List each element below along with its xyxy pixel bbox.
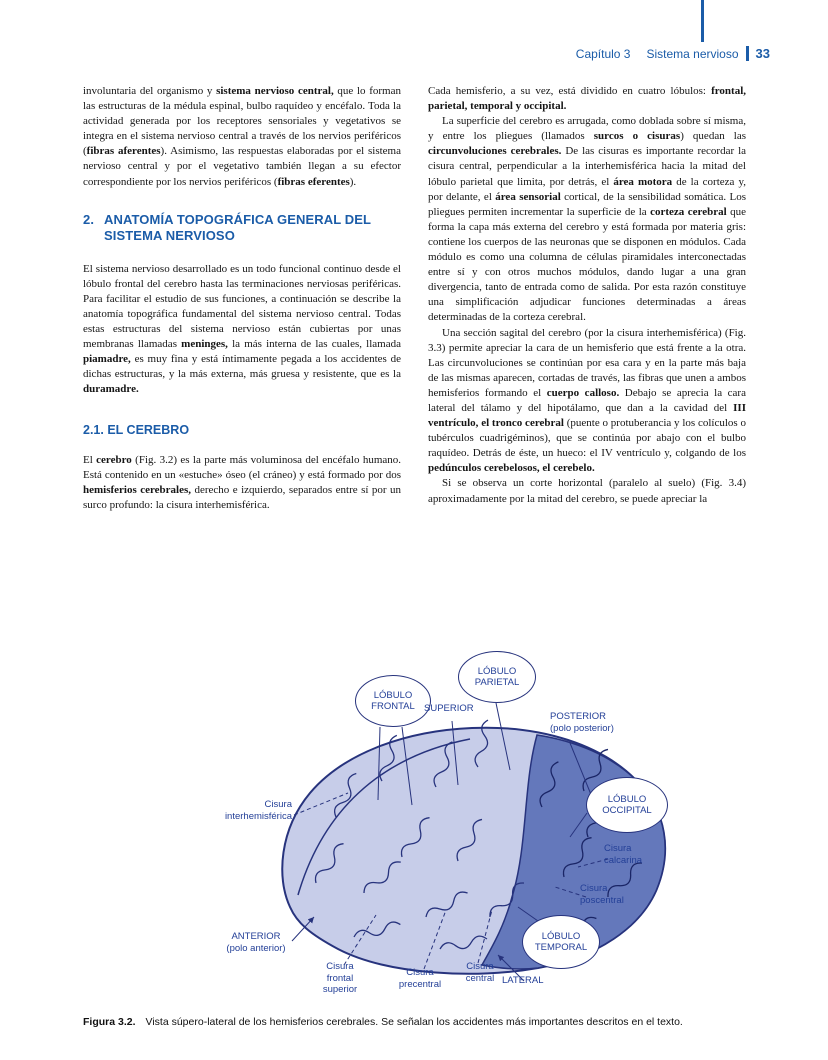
subsection-heading: 2.1. EL CEREBRO (83, 422, 190, 437)
figure-label-lobulo-parietal: LÓBULO PARIETAL (458, 651, 536, 703)
figure-caption (83, 1016, 783, 1028)
page-number: 33 (755, 46, 770, 61)
page-header (576, 46, 770, 61)
figure-label-anterior: ANTERIOR (polo anterior) (226, 931, 286, 954)
paragraph: Si se observa un corte horizontal (paralelo al suelo) (Fig. 3.4) aproximadamente por la mitad del cerebro, se puede apreciar la (428, 477, 746, 505)
figure-label-cisura-poscentral: Cisura poscentral (580, 883, 624, 906)
figure-label-cisura-central: Cisura central (465, 961, 495, 984)
right-column (428, 84, 746, 507)
section-title: Sistema nervioso (646, 46, 739, 61)
section-heading-text: ANATOMÍA TOPOGRÁFICA GENERAL DEL SISTEMA NERVIOSO (104, 211, 371, 244)
figure-label-lateral: LATERAL (502, 975, 544, 986)
paragraph: El sistema nervioso desarrollado es un todo funcional continuo desde el lóbulo frontal del cerebro hasta las terminaciones nerviosas periféricas. Para facilitar el estudio de sus funciones, a continuación se describe la anatomía topográfica fundamental del sistema nervioso central. Todas estas estructuras del sistema nervioso están cubiertas por unas membranas llamadas meninges, la más interna de las cuales, llamada piamadre, es muy fina y está íntimamente pegada a los accidentes de dichas estructuras, y la más externa, más gruesa y resistente, que es la duramadre. (83, 262, 401, 396)
figure-3-2 (140, 645, 715, 1015)
figure-caption-label: Figura 3.2. (83, 1016, 136, 1028)
figure-label-cisura-calcarina: Cisura calcarina (604, 843, 643, 866)
section-number: 2. (83, 211, 95, 227)
paragraph: El cerebro (Fig. 3.2) es la parte más voluminosa del encéfalo humano. Está contenido en un «estuche» óseo (el cráneo) y está formado por dos hemisferios cerebrales, derecho e izquierdo, separados entre sí por un surco profundo: la cisura interhemisférica. (83, 453, 402, 511)
figure-label-posterior: POSTERIOR (polo posterior) (550, 711, 614, 734)
header-divider (746, 46, 749, 61)
paragraph: Una sección sagital del cerebro (por la cisura interhemisférica) (Fig. 3.3) permite apreciar la cara de un hemisferio que está frente a la otra. Las circunvoluciones se continúan por esa cara y en la parte más baja de las mismas aparecen, cortadas de través, las fibras que unen a ambos hemisferios formando el cuerpo calloso. Debajo se aprecia la cara lateral del tálamo y del hipotálamo, que dan a la cavidad del III ventrículo, el tronco cerebral (puente o protuberancia y los colículos o tubérculos cuadrigéminos), que se continúa por abajo con el bulbo raquídeo. Detrás de éste, un hueco: el IV ventrículo y, colgando de los pedúnculos cerebelosos, el cerebelo. (428, 326, 746, 475)
figure-label-cisura-frontal-superior: Cisura frontal superior (322, 961, 358, 995)
left-column (83, 84, 401, 513)
figure-label-lobulo-temporal: LÓBULO TEMPORAL (522, 915, 600, 969)
top-accent-bar (701, 0, 704, 42)
figure-label-cisura-precentral: Cisura precentral (398, 967, 442, 990)
section-heading (83, 212, 401, 245)
figure-caption-text: Vista súpero-lateral de los hemisferios cerebrales. Se señalan los accidentes más importantes descritos en el texto. (145, 1016, 683, 1028)
figure-label-cisura-interhemisferica: Cisura interhemisférica (224, 799, 292, 822)
chapter-title: Capítulo 3 (575, 46, 631, 61)
figure-label-superior: SUPERIOR (424, 703, 474, 714)
figure-label-lobulo-frontal: LÓBULO FRONTAL (355, 675, 431, 727)
figure-label-lobulo-occipital: LÓBULO OCCIPITAL (586, 777, 668, 833)
paragraph: Cada hemisferio, a su vez, está dividido en cuatro lóbulos: frontal, parietal, temporal y occipital. (428, 85, 746, 113)
paragraph: La superficie del cerebro es arrugada, como doblada sobre sí misma, y entre los pliegues (llamados surcos o cisuras) quedan las circunvoluciones cerebrales. De las cisuras es importante recordar la cisura central, perpendicular a la interhemisférica hacia la mitad del lóbulo parietal que limita, por detrás, el área motora de la corteza y, por delante, el área sensorial cortical, de la sensibilidad somática. Los pliegues permiten incrementar la superficie de la corteza cerebral que forma la capa más externa del cerebro y está formada por materia gris: contiene los cuerpos de las neuronas que se disponen en módulos. Cada módulo es como una columna de células piramidales interconectadas entre sí y con otros muchos módulos, dando lugar a una gran divergencia, tanto de entrada como de salida. Por esta razón constituye una simplificación adjudicar funciones determinadas a áreas determinadas de la corteza cerebral. (428, 115, 747, 324)
paragraph: involuntaria del organismo y sistema nervioso central, que lo forman las estructuras de la médula espinal, bulbo raquídeo y encéfalo. Toda la actividad generada por los receptores sensoriales y vegetativos se integra en el sistema nervioso central a través de los nervios periféricos (fibras aferentes). Asimismo, las respuestas elaboradas por el sistema nervioso central y por el vegetativo también llegan a su efector correspondiente por los nervios periféricos (fibras eferentes). (83, 85, 401, 188)
